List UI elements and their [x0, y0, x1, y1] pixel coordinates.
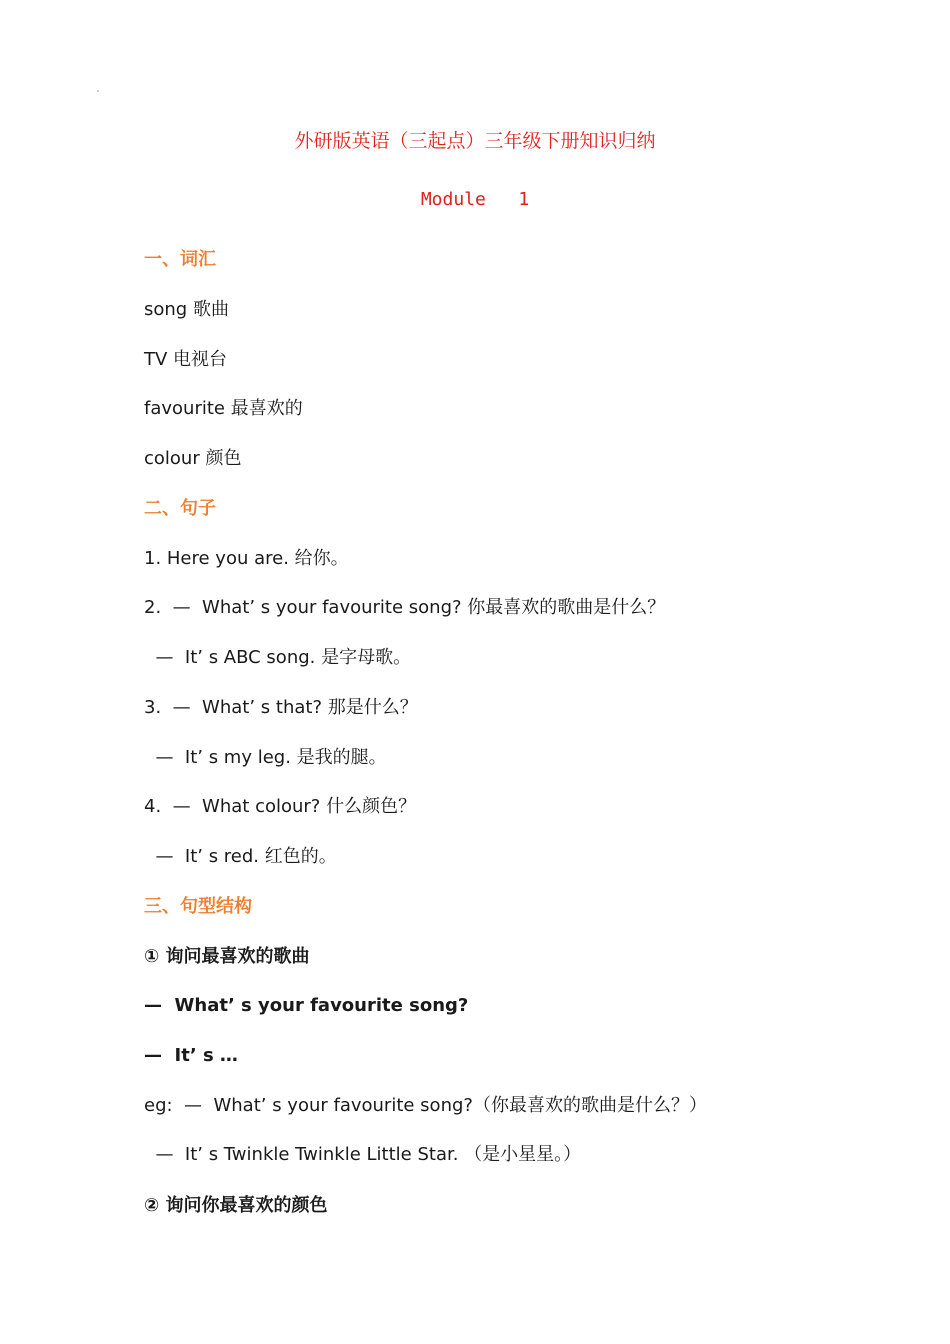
example-question: eg: — What’ s your favourite song?（你最喜欢的歌曲是什么？）: [144, 1095, 707, 1116]
vocab-item: favourite 最喜欢的: [144, 398, 303, 419]
structure-question: — What’ s your favourite song?: [144, 995, 469, 1016]
section-heading-structures: 三、句型结构: [144, 896, 252, 917]
structure-title: ① 询问最喜欢的歌曲: [144, 946, 310, 967]
document-title: 外研版英语（三起点）三年级下册知识归纳: [294, 130, 656, 152]
structure-answer: — It’ s …: [144, 1045, 238, 1066]
sentence-line: — It’ s red. 红色的。: [144, 846, 337, 867]
sentence-line: 2. — What’ s your favourite song? 你最喜欢的歌曲是什么？: [144, 597, 666, 618]
scan-speck: [97, 90, 99, 92]
sentence-line: 4. — What colour? 什么颜色？: [144, 796, 417, 817]
sentence-line: — It’ s ABC song. 是字母歌。: [144, 647, 412, 668]
example-answer: — It’ s Twinkle Twinkle Little Star. （是小星星。）: [144, 1144, 582, 1165]
structure-title: ② 询问你最喜欢的颜色: [144, 1195, 328, 1216]
module-label: Module 1: [420, 189, 530, 210]
sentence-line: — It’ s my leg. 是我的腿。: [144, 747, 387, 768]
sentence-line: 1. Here you are. 给你。: [144, 548, 349, 569]
sentence-line: 3. — What’ s that? 那是什么？: [144, 697, 418, 718]
vocab-item: song 歌曲: [144, 299, 229, 320]
vocab-item: colour 颜色: [144, 448, 242, 469]
section-heading-vocab: 一、词汇: [144, 249, 216, 270]
vocab-item: TV 电视台: [144, 349, 228, 370]
section-heading-sentences: 二、句子: [144, 498, 216, 519]
